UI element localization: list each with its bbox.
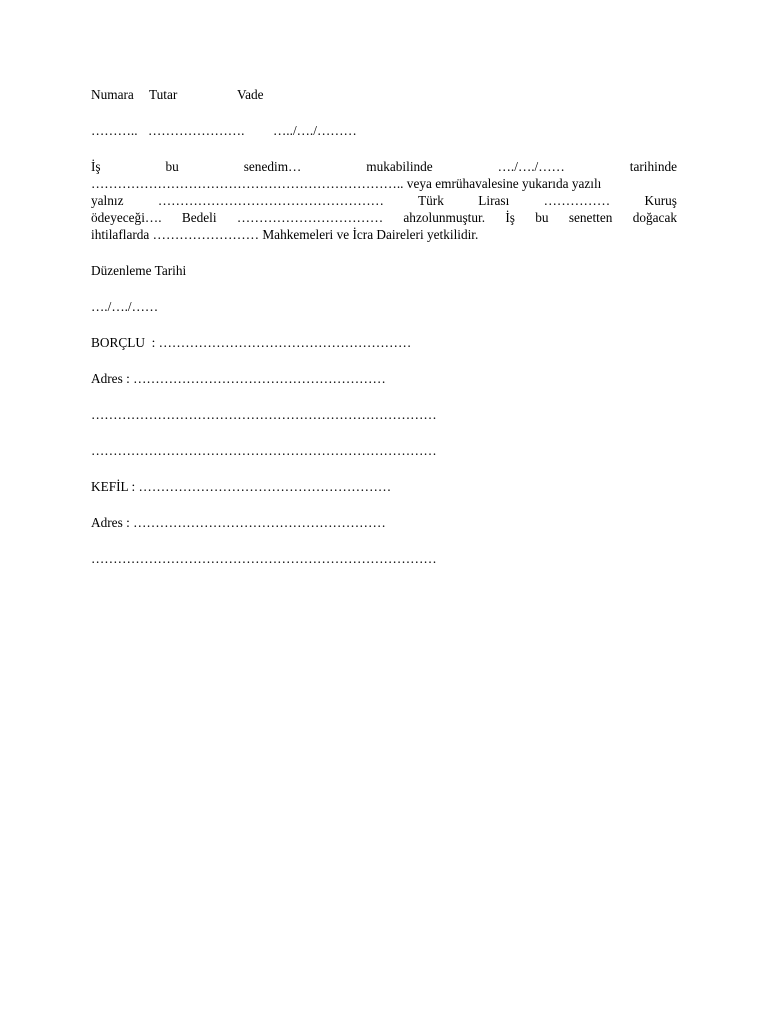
body-line-4 bbox=[91, 209, 677, 226]
borclu-adres-line: Adres : ………………………………………………… bbox=[91, 371, 386, 386]
word: doğacak bbox=[632, 210, 678, 225]
word: ahzolunmuştur. bbox=[403, 210, 486, 225]
word: …………… bbox=[543, 193, 611, 208]
word: bu bbox=[165, 159, 179, 174]
word: İş bbox=[505, 210, 515, 225]
word: tarihinde bbox=[629, 159, 678, 174]
body-line-3 bbox=[91, 192, 677, 209]
word: Bedeli bbox=[181, 210, 217, 225]
header-values-row bbox=[91, 122, 677, 139]
word: senetten bbox=[568, 210, 613, 225]
vade-dots: …../…./……… bbox=[273, 123, 357, 138]
tutar-label: Tutar bbox=[149, 87, 178, 102]
borclu-line: BORÇLU : ………………………………………………… bbox=[91, 335, 412, 350]
body-line-1 bbox=[91, 158, 677, 175]
word: …………………………………………… bbox=[157, 193, 384, 208]
header-row bbox=[91, 86, 677, 103]
word: Kuruş bbox=[644, 193, 677, 208]
word: …………………………… bbox=[236, 210, 384, 225]
word: senedim… bbox=[243, 159, 302, 174]
kefil-adres-line: Adres : ………………………………………………… bbox=[91, 515, 386, 530]
tutar-dots: …………………. bbox=[148, 123, 245, 138]
word: yalnız bbox=[91, 193, 124, 208]
word: İş bbox=[91, 159, 101, 174]
word: mukabilinde bbox=[366, 159, 433, 174]
word: bu bbox=[535, 210, 549, 225]
word: Lirası bbox=[478, 193, 510, 208]
vade-label: Vade bbox=[237, 87, 264, 102]
duzenleme-tarihi-dots: …./…./…… bbox=[91, 299, 159, 314]
senet-body-paragraph bbox=[91, 158, 677, 243]
duzenleme-tarihi-label: Düzenleme Tarihi bbox=[91, 263, 187, 278]
body-line-2: …………………………………………………………….. veya emrühavalesine yukarıda yazılı bbox=[91, 176, 602, 191]
promissory-note-document bbox=[91, 86, 677, 567]
kefil-line: KEFİL : ………………………………………………… bbox=[91, 479, 392, 494]
numara-label: Numara bbox=[91, 87, 134, 102]
word: Türk bbox=[418, 193, 444, 208]
word: ödeyeceği…. bbox=[91, 210, 162, 225]
borclu-adres-continuation-1: …………………………………………………………………… bbox=[91, 407, 437, 422]
kefil-adres-continuation: …………………………………………………………………… bbox=[91, 551, 437, 566]
word: …./…./…… bbox=[497, 159, 565, 174]
borclu-adres-continuation-2: …………………………………………………………………… bbox=[91, 443, 437, 458]
numara-dots: ……….. bbox=[91, 123, 138, 138]
body-line-5: ihtilaflarda …………………… Mahkemeleri ve İcra Daireleri yetkilidir. bbox=[91, 227, 479, 242]
